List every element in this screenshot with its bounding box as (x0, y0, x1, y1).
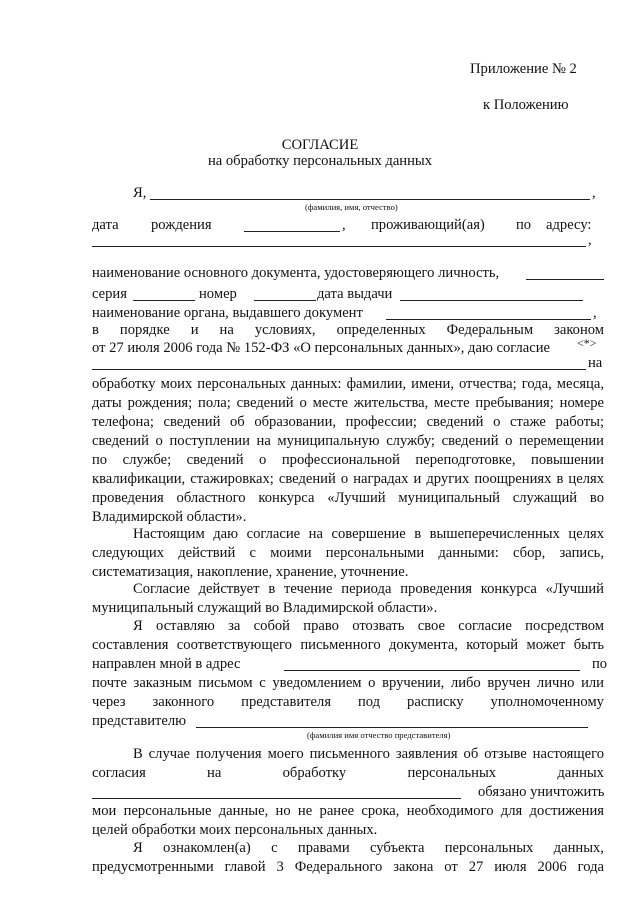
actions-line: следующих действий с моими персональными данными: сбор, запись, (92, 545, 604, 561)
revoke-line: Я оставляю за собой право отозвать свое согласие посредством (133, 618, 604, 634)
na-label: на (588, 355, 603, 371)
revoke-po-label: по (592, 656, 608, 672)
processing-line: сведений о поступлении на муниципальную службу; сведений о перемещении (92, 433, 604, 449)
fio-comma: , (592, 185, 596, 201)
issue-date-field[interactable] (400, 300, 583, 301)
address-comma: , (588, 232, 592, 248)
ya-label: Я, (133, 185, 147, 201)
dob-label: дата (92, 217, 119, 233)
representative-label: представителю (92, 713, 187, 729)
series-field[interactable] (133, 300, 195, 301)
revoke-mail-line: почте заказным письмом с уведомлением о вручении, либо вручен лично или (92, 675, 604, 691)
document-title: СОГЛАСИЕ (281, 137, 359, 153)
appendix-number: Приложение № 2 (470, 61, 577, 77)
obliged-label: обязано уничтожить (478, 784, 605, 800)
po-label: по (516, 217, 532, 233)
operator-field[interactable] (92, 798, 461, 799)
withdraw-line-last: целей обработки моих персональных данных. (92, 822, 378, 838)
processing-line: обработку моих персональных данных: фамилии, имени, отчества; года, месяца, (92, 376, 604, 392)
withdraw-line: В случае получения моего письменного заявления об отзыве настоящего (133, 746, 604, 762)
issuer-field[interactable] (386, 319, 591, 320)
revoke-address-label: направлен мной в адрес (92, 656, 241, 672)
actions-line-last: систематизация, накопление, хранение, уточнение. (92, 564, 409, 580)
series-label: серия (92, 286, 127, 302)
dob-label-2: рождения (151, 217, 212, 233)
footnote-marker: <*> (577, 336, 597, 350)
issuer-comma: , (593, 305, 597, 321)
document-subtitle: на обработку персональных данных (207, 153, 433, 169)
representative-caption: (фамилия имя отчество представителя) (307, 730, 451, 740)
residing-label: проживающий(ая) (371, 217, 485, 233)
revoke-address-field[interactable] (284, 670, 580, 671)
fio-field[interactable] (150, 199, 590, 200)
withdraw-detail-line: мои персональные данные, но не ранее срока, необходимого для достижения (92, 803, 604, 819)
period-line-last: муниципальный служащий во Владимирской области». (92, 600, 438, 616)
law-order-line: в порядке и на условиях, определенных Федеральным законом (92, 322, 605, 338)
processing-line: квалификации, стажировках; сведений о наградах и других поощрениях в целях (92, 471, 604, 487)
acquainted-line: Я ознакомлен(а) с правами субъекта персональных данных, (133, 840, 604, 856)
dob-field[interactable] (244, 231, 340, 232)
issuer-label: наименование органа, выдавшего документ (92, 305, 363, 321)
dob-comma: , (342, 217, 346, 233)
appendix-regulation: к Положению (483, 97, 569, 113)
law-reference: от 27 июля 2006 года № 152-ФЗ «О персональных данных», даю согласие (92, 340, 551, 356)
processing-line: проведения областного конкурса «Лучший муниципальный служащий во (92, 490, 604, 506)
number-label: номер (199, 286, 237, 302)
address-label: адресу: (546, 217, 592, 233)
processing-line: по службе; сведений о профессиональной переподготовке, повышении (92, 452, 604, 468)
period-line: Согласие действует в течение периода проведения конкурса «Лучший (133, 581, 604, 597)
fio-caption: (фамилия, имя, отчество) (305, 202, 398, 212)
number-field[interactable] (254, 300, 316, 301)
address-field[interactable] (92, 246, 586, 247)
actions-line: Настоящим даю согласие на совершение в вышеперечисленных целях (133, 526, 604, 542)
processing-line-last: Владимирской области». (92, 509, 247, 525)
consent-recipient-field[interactable] (92, 369, 586, 370)
issue-date-label: дата выдачи (317, 286, 393, 302)
main-document-label: наименование основного документа, удостоверяющего личность, (92, 265, 500, 281)
revoke-representative-line: через законного представителя под расписку уполномоченному (92, 694, 604, 710)
processing-line: даты рождения; пола; сведений о месте жительства, месте пребывания; номере (92, 395, 604, 411)
representative-field[interactable] (196, 727, 588, 728)
processing-line: телефона; сведений об образовании, профессии; сведений о стаже работы; (92, 414, 604, 430)
withdraw-words-line: согласия на обработку персональных данных (92, 765, 604, 781)
revoke-line: составления соответствующего письменного документа, который может быть (92, 637, 604, 653)
main-document-field[interactable] (526, 279, 604, 280)
acquainted-line-last: предусмотренными главой 3 Федерального закона от 27 июля 2006 года (92, 859, 604, 875)
